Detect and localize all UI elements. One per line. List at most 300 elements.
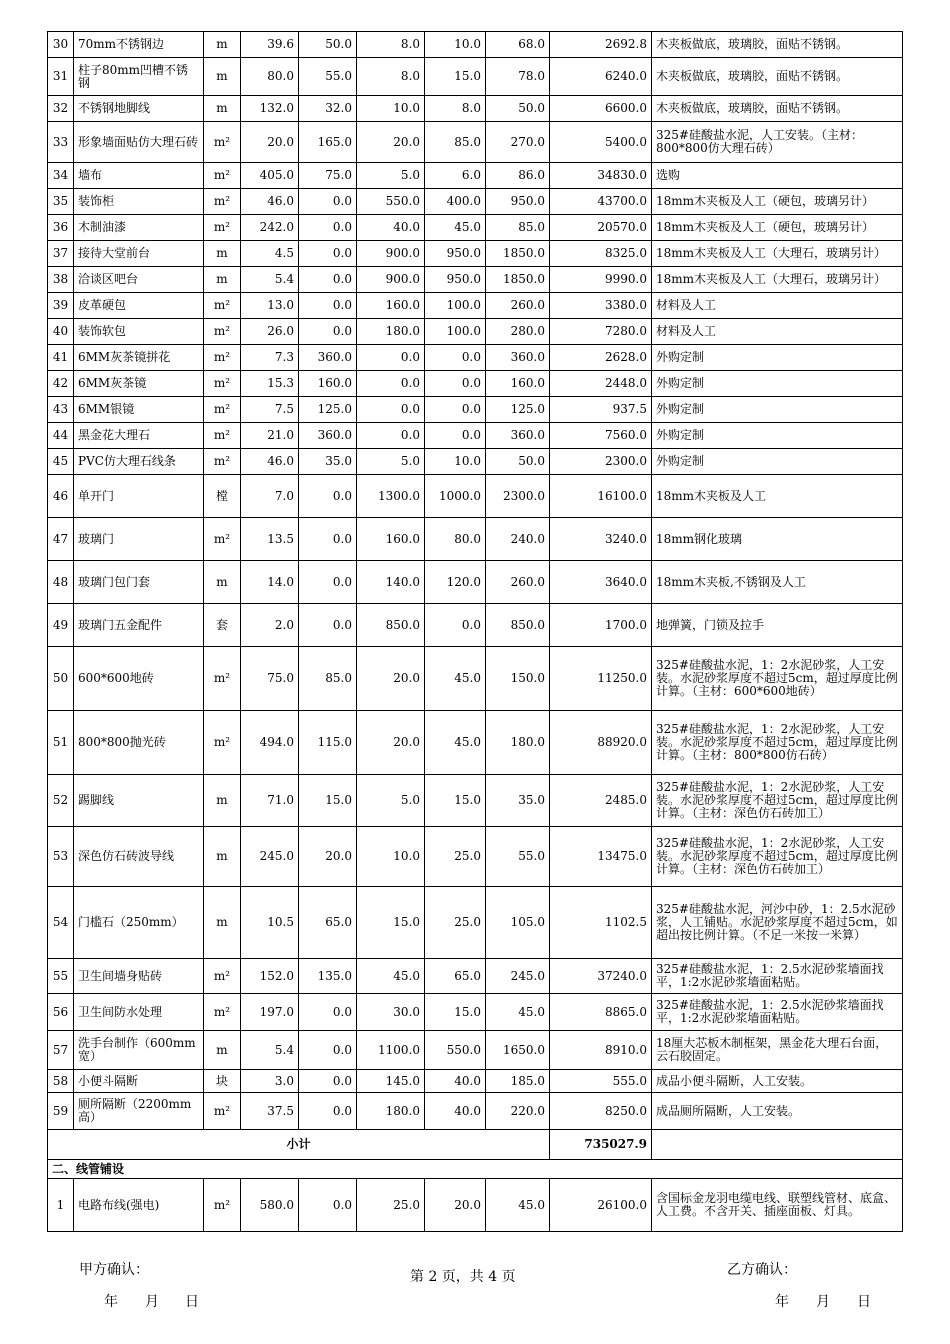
row-number-cell: 44 bbox=[48, 423, 74, 449]
labor-cost-cell: 40.0 bbox=[425, 1070, 486, 1093]
unit-cell: m² bbox=[204, 371, 241, 397]
item-name-cell: 装饰柜 bbox=[74, 189, 204, 215]
total-price-cell: 8250.0 bbox=[550, 1093, 652, 1130]
table-row bbox=[48, 775, 903, 827]
remarks-cell: 18mm木夹板及人工（硬包，玻璃另计） bbox=[652, 215, 903, 241]
remarks-cell: 18mm木夹板,不锈钢及人工 bbox=[652, 561, 903, 604]
item-name-cell: 形象墙面贴仿大理石砖 bbox=[74, 122, 204, 163]
unit-cell: m² bbox=[204, 319, 241, 345]
quantity-cell: 580.0 bbox=[241, 1179, 299, 1232]
quantity-cell: 242.0 bbox=[241, 215, 299, 241]
total-price-cell: 34830.0 bbox=[550, 163, 652, 189]
total-price-cell: 3240.0 bbox=[550, 518, 652, 561]
auxiliary-cost-cell: 20.0 bbox=[357, 711, 425, 775]
unit-cell: 樘 bbox=[204, 475, 241, 518]
material-cost-cell: 0.0 bbox=[299, 241, 357, 267]
auxiliary-cost-cell: 40.0 bbox=[357, 215, 425, 241]
quantity-cell: 7.5 bbox=[241, 397, 299, 423]
section-title: 二、线管铺设 bbox=[48, 1160, 903, 1179]
row-number-cell: 41 bbox=[48, 345, 74, 371]
total-price-cell: 7280.0 bbox=[550, 319, 652, 345]
total-price-cell: 6600.0 bbox=[550, 96, 652, 122]
table-row bbox=[48, 1070, 903, 1093]
remarks-cell: 地弹簧，门锁及拉手 bbox=[652, 604, 903, 647]
auxiliary-cost-cell: 25.0 bbox=[357, 1179, 425, 1232]
total-price-cell: 3380.0 bbox=[550, 293, 652, 319]
material-cost-cell: 0.0 bbox=[299, 267, 357, 293]
unit-price-cell: 950.0 bbox=[486, 189, 550, 215]
row-number-cell: 34 bbox=[48, 163, 74, 189]
labor-cost-cell: 550.0 bbox=[425, 1031, 486, 1070]
unit-price-cell: 850.0 bbox=[486, 604, 550, 647]
material-cost-cell: 0.0 bbox=[299, 994, 357, 1031]
row-number-cell: 58 bbox=[48, 1070, 74, 1093]
unit-cell: m bbox=[204, 887, 241, 959]
auxiliary-cost-cell: 145.0 bbox=[357, 1070, 425, 1093]
unit-price-cell: 160.0 bbox=[486, 371, 550, 397]
unit-price-cell: 35.0 bbox=[486, 775, 550, 827]
remarks-cell: 木夹板做底，玻璃胶，面贴不锈钢。 bbox=[652, 32, 903, 58]
unit-price-cell: 260.0 bbox=[486, 293, 550, 319]
item-name-cell: 装饰软包 bbox=[74, 319, 204, 345]
item-name-cell: 6MM银镜 bbox=[74, 397, 204, 423]
material-cost-cell: 115.0 bbox=[299, 711, 357, 775]
party-a-date-month: 月 bbox=[145, 1294, 159, 1310]
unit-price-cell: 260.0 bbox=[486, 561, 550, 604]
item-name-cell: 600*600地砖 bbox=[74, 647, 204, 711]
material-cost-cell: 0.0 bbox=[299, 1179, 357, 1232]
auxiliary-cost-cell: 1300.0 bbox=[357, 475, 425, 518]
unit-cell: m² bbox=[204, 423, 241, 449]
remarks-cell: 成品厕所隔断，人工安装。 bbox=[652, 1093, 903, 1130]
unit-price-cell: 1650.0 bbox=[486, 1031, 550, 1070]
unit-price-cell: 245.0 bbox=[486, 959, 550, 994]
auxiliary-cost-cell: 5.0 bbox=[357, 775, 425, 827]
labor-cost-cell: 950.0 bbox=[425, 241, 486, 267]
unit-cell: m bbox=[204, 58, 241, 96]
item-name-cell: 皮革硬包 bbox=[74, 293, 204, 319]
row-number-cell: 40 bbox=[48, 319, 74, 345]
unit-cell: m bbox=[204, 32, 241, 58]
labor-cost-cell: 0.0 bbox=[425, 604, 486, 647]
table-row bbox=[48, 1031, 903, 1070]
item-name-cell: 单开门 bbox=[74, 475, 204, 518]
party-b-date-day: 日 bbox=[857, 1294, 871, 1310]
quantity-cell: 197.0 bbox=[241, 994, 299, 1031]
auxiliary-cost-cell: 8.0 bbox=[357, 58, 425, 96]
total-price-cell: 2692.8 bbox=[550, 32, 652, 58]
party-b-date-month: 月 bbox=[816, 1294, 830, 1310]
material-cost-cell: 125.0 bbox=[299, 397, 357, 423]
unit-cell: m² bbox=[204, 994, 241, 1031]
total-price-cell: 8865.0 bbox=[550, 994, 652, 1031]
material-cost-cell: 15.0 bbox=[299, 775, 357, 827]
total-price-cell: 43700.0 bbox=[550, 189, 652, 215]
unit-price-cell: 50.0 bbox=[486, 449, 550, 475]
unit-cell: m² bbox=[204, 215, 241, 241]
total-price-cell: 1700.0 bbox=[550, 604, 652, 647]
unit-cell: m bbox=[204, 267, 241, 293]
row-number-cell: 33 bbox=[48, 122, 74, 163]
material-cost-cell: 0.0 bbox=[299, 561, 357, 604]
total-price-cell: 2300.0 bbox=[550, 449, 652, 475]
item-name-cell: 6MM灰茶镜 bbox=[74, 371, 204, 397]
remarks-cell: 18mm木夹板及人工（硬包，玻璃另计） bbox=[652, 189, 903, 215]
unit-cell: m² bbox=[204, 189, 241, 215]
remarks-cell: 材料及人工 bbox=[652, 293, 903, 319]
auxiliary-cost-cell: 20.0 bbox=[357, 122, 425, 163]
unit-price-cell: 78.0 bbox=[486, 58, 550, 96]
unit-price-cell: 86.0 bbox=[486, 163, 550, 189]
material-cost-cell: 50.0 bbox=[299, 32, 357, 58]
labor-cost-cell: 15.0 bbox=[425, 58, 486, 96]
quantity-cell: 14.0 bbox=[241, 561, 299, 604]
labor-cost-cell: 65.0 bbox=[425, 959, 486, 994]
remarks-cell: 325#硅酸盐水泥，1：2.5水泥砂浆墙面找平，1:2水泥砂浆墙面粘贴。 bbox=[652, 959, 903, 994]
table-row bbox=[48, 423, 903, 449]
section-header-row bbox=[48, 1160, 903, 1179]
remarks-cell: 18mm木夹板及人工 bbox=[652, 475, 903, 518]
auxiliary-cost-cell: 0.0 bbox=[357, 371, 425, 397]
remarks-cell: 外购定制 bbox=[652, 423, 903, 449]
labor-cost-cell: 100.0 bbox=[425, 293, 486, 319]
table-row bbox=[48, 122, 903, 163]
table-row bbox=[48, 241, 903, 267]
remarks-cell: 选购 bbox=[652, 163, 903, 189]
unit-price-cell: 240.0 bbox=[486, 518, 550, 561]
unit-price-cell: 360.0 bbox=[486, 423, 550, 449]
item-name-cell: 800*800抛光砖 bbox=[74, 711, 204, 775]
table-row bbox=[48, 1093, 903, 1130]
table-row bbox=[48, 319, 903, 345]
labor-cost-cell: 25.0 bbox=[425, 887, 486, 959]
quantity-cell: 4.5 bbox=[241, 241, 299, 267]
row-number-cell: 42 bbox=[48, 371, 74, 397]
material-cost-cell: 0.0 bbox=[299, 1031, 357, 1070]
quantity-cell: 10.5 bbox=[241, 887, 299, 959]
unit-price-cell: 360.0 bbox=[486, 345, 550, 371]
total-price-cell: 1102.5 bbox=[550, 887, 652, 959]
item-name-cell: 黑金花大理石 bbox=[74, 423, 204, 449]
auxiliary-cost-cell: 5.0 bbox=[357, 449, 425, 475]
quantity-cell: 245.0 bbox=[241, 827, 299, 887]
table-row bbox=[48, 647, 903, 711]
material-cost-cell: 32.0 bbox=[299, 96, 357, 122]
table-row bbox=[48, 345, 903, 371]
material-cost-cell: 0.0 bbox=[299, 518, 357, 561]
material-cost-cell: 20.0 bbox=[299, 827, 357, 887]
unit-cell: m bbox=[204, 827, 241, 887]
remarks-cell: 325#硅酸盐水泥，1：2水泥砂浆，人工安装。水泥砂浆厚度不超过5cm，超过厚度比例计算。（主材：600*600地砖） bbox=[652, 647, 903, 711]
item-name-cell: 不锈钢地脚线 bbox=[74, 96, 204, 122]
labor-cost-cell: 400.0 bbox=[425, 189, 486, 215]
unit-price-cell: 220.0 bbox=[486, 1093, 550, 1130]
table-row bbox=[48, 994, 903, 1031]
auxiliary-cost-cell: 30.0 bbox=[357, 994, 425, 1031]
auxiliary-cost-cell: 5.0 bbox=[357, 163, 425, 189]
row-number-cell: 31 bbox=[48, 58, 74, 96]
table-row bbox=[48, 215, 903, 241]
total-price-cell: 8325.0 bbox=[550, 241, 652, 267]
labor-cost-cell: 80.0 bbox=[425, 518, 486, 561]
table-row bbox=[48, 604, 903, 647]
item-name-cell: 小便斗隔断 bbox=[74, 1070, 204, 1093]
total-price-cell: 13475.0 bbox=[550, 827, 652, 887]
auxiliary-cost-cell: 550.0 bbox=[357, 189, 425, 215]
material-cost-cell: 55.0 bbox=[299, 58, 357, 96]
total-price-cell: 20570.0 bbox=[550, 215, 652, 241]
material-cost-cell: 0.0 bbox=[299, 215, 357, 241]
remarks-cell: 木夹板做底，玻璃胶，面贴不锈钢。 bbox=[652, 58, 903, 96]
labor-cost-cell: 0.0 bbox=[425, 371, 486, 397]
material-cost-cell: 0.0 bbox=[299, 1070, 357, 1093]
item-name-cell: 6MM灰茶镜拼花 bbox=[74, 345, 204, 371]
quantity-cell: 5.4 bbox=[241, 267, 299, 293]
labor-cost-cell: 15.0 bbox=[425, 775, 486, 827]
remarks-cell: 325#硅酸盐水泥，1：2.5水泥砂浆墙面找平，1:2水泥砂浆墙面粘贴。 bbox=[652, 994, 903, 1031]
remarks-cell: 成品小便斗隔断，人工安装。 bbox=[652, 1070, 903, 1093]
item-name-cell: 玻璃门 bbox=[74, 518, 204, 561]
remarks-cell: 18mm木夹板及人工（大理石，玻璃另计） bbox=[652, 241, 903, 267]
row-number-cell: 56 bbox=[48, 994, 74, 1031]
remarks-cell: 325#硅酸盐水泥，1：2水泥砂浆，人工安装。水泥砂浆厚度不超过5cm，超过厚度比例计算。（主材：深色仿石砖加工） bbox=[652, 827, 903, 887]
table-row bbox=[48, 1179, 903, 1232]
unit-cell: m² bbox=[204, 518, 241, 561]
item-name-cell: 洗手台制作（600mm宽） bbox=[74, 1031, 204, 1070]
auxiliary-cost-cell: 10.0 bbox=[357, 96, 425, 122]
auxiliary-cost-cell: 180.0 bbox=[357, 1093, 425, 1130]
row-number-cell: 39 bbox=[48, 293, 74, 319]
quantity-cell: 3.0 bbox=[241, 1070, 299, 1093]
row-number-cell: 32 bbox=[48, 96, 74, 122]
subtotal-value: 735027.9 bbox=[550, 1130, 652, 1160]
unit-cell: m² bbox=[204, 647, 241, 711]
unit-cell: m bbox=[204, 561, 241, 604]
total-price-cell: 937.5 bbox=[550, 397, 652, 423]
material-cost-cell: 360.0 bbox=[299, 345, 357, 371]
quantity-cell: 20.0 bbox=[241, 122, 299, 163]
remarks-cell: 外购定制 bbox=[652, 397, 903, 423]
table-row bbox=[48, 397, 903, 423]
labor-cost-cell: 25.0 bbox=[425, 827, 486, 887]
quantity-cell: 5.4 bbox=[241, 1031, 299, 1070]
item-name-cell: 玻璃门五金配件 bbox=[74, 604, 204, 647]
table-row bbox=[48, 959, 903, 994]
row-number-cell: 36 bbox=[48, 215, 74, 241]
quantity-cell: 405.0 bbox=[241, 163, 299, 189]
total-price-cell: 2448.0 bbox=[550, 371, 652, 397]
remarks-cell: 325#硅酸盐水泥，1：2水泥砂浆，人工安装。水泥砂浆厚度不超过5cm，超过厚度比例计算。（主材：800*800仿石砖） bbox=[652, 711, 903, 775]
unit-cell: m² bbox=[204, 293, 241, 319]
party-b-confirm-label: 乙方确认： bbox=[727, 1262, 797, 1278]
material-cost-cell: 0.0 bbox=[299, 604, 357, 647]
quantity-cell: 13.5 bbox=[241, 518, 299, 561]
total-price-cell: 8910.0 bbox=[550, 1031, 652, 1070]
row-number-cell: 55 bbox=[48, 959, 74, 994]
labor-cost-cell: 100.0 bbox=[425, 319, 486, 345]
remarks-cell: 18厘大芯板木制框架，黑金花大理石台面，云石胶固定。 bbox=[652, 1031, 903, 1070]
item-name-cell: 踢脚线 bbox=[74, 775, 204, 827]
party-a-confirm-label: 甲方确认： bbox=[79, 1262, 149, 1278]
remarks-cell: 外购定制 bbox=[652, 345, 903, 371]
total-price-cell: 2628.0 bbox=[550, 345, 652, 371]
quotation-table bbox=[47, 31, 903, 1232]
total-price-cell: 3640.0 bbox=[550, 561, 652, 604]
total-price-cell: 26100.0 bbox=[550, 1179, 652, 1232]
unit-price-cell: 1850.0 bbox=[486, 267, 550, 293]
table-row bbox=[48, 475, 903, 518]
item-name-cell: 柱子80mm凹槽不锈钢 bbox=[74, 58, 204, 96]
labor-cost-cell: 15.0 bbox=[425, 994, 486, 1031]
remarks-cell: 含国标金龙羽电缆电线、联塑线管材、底盒、人工费。不含开关、插座面板、灯具。 bbox=[652, 1179, 903, 1232]
table-row bbox=[48, 711, 903, 775]
labor-cost-cell: 120.0 bbox=[425, 561, 486, 604]
labor-cost-cell: 0.0 bbox=[425, 423, 486, 449]
row-number-cell: 49 bbox=[48, 604, 74, 647]
material-cost-cell: 85.0 bbox=[299, 647, 357, 711]
quantity-cell: 75.0 bbox=[241, 647, 299, 711]
auxiliary-cost-cell: 0.0 bbox=[357, 423, 425, 449]
auxiliary-cost-cell: 0.0 bbox=[357, 345, 425, 371]
material-cost-cell: 0.0 bbox=[299, 293, 357, 319]
quantity-cell: 26.0 bbox=[241, 319, 299, 345]
row-number-cell: 52 bbox=[48, 775, 74, 827]
item-name-cell: PVC仿大理石线条 bbox=[74, 449, 204, 475]
material-cost-cell: 160.0 bbox=[299, 371, 357, 397]
auxiliary-cost-cell: 850.0 bbox=[357, 604, 425, 647]
labor-cost-cell: 45.0 bbox=[425, 215, 486, 241]
unit-price-cell: 180.0 bbox=[486, 711, 550, 775]
auxiliary-cost-cell: 160.0 bbox=[357, 293, 425, 319]
unit-price-cell: 270.0 bbox=[486, 122, 550, 163]
labor-cost-cell: 45.0 bbox=[425, 711, 486, 775]
auxiliary-cost-cell: 140.0 bbox=[357, 561, 425, 604]
remarks-cell: 325#硅酸盐水泥，河沙中砂，1：2.5水泥砂浆，人工铺贴。水泥砂浆厚度不超过5cm，如超出按比例计算。（不足一米按一米算） bbox=[652, 887, 903, 959]
labor-cost-cell: 950.0 bbox=[425, 267, 486, 293]
row-number-cell: 48 bbox=[48, 561, 74, 604]
material-cost-cell: 0.0 bbox=[299, 319, 357, 345]
unit-price-cell: 185.0 bbox=[486, 1070, 550, 1093]
item-name-cell: 洽谈区吧台 bbox=[74, 267, 204, 293]
labor-cost-cell: 45.0 bbox=[425, 647, 486, 711]
auxiliary-cost-cell: 180.0 bbox=[357, 319, 425, 345]
item-name-cell: 电路布线(强电) bbox=[74, 1179, 204, 1232]
auxiliary-cost-cell: 900.0 bbox=[357, 241, 425, 267]
unit-price-cell: 68.0 bbox=[486, 32, 550, 58]
table-row bbox=[48, 371, 903, 397]
material-cost-cell: 0.0 bbox=[299, 189, 357, 215]
material-cost-cell: 0.0 bbox=[299, 1093, 357, 1130]
item-name-cell: 厕所隔断（2200mm高） bbox=[74, 1093, 204, 1130]
row-number-cell: 51 bbox=[48, 711, 74, 775]
row-number-cell: 37 bbox=[48, 241, 74, 267]
unit-cell: m² bbox=[204, 163, 241, 189]
unit-cell: m bbox=[204, 775, 241, 827]
row-number-cell: 50 bbox=[48, 647, 74, 711]
total-price-cell: 2485.0 bbox=[550, 775, 652, 827]
total-price-cell: 37240.0 bbox=[550, 959, 652, 994]
party-b-date-year: 年 bbox=[775, 1294, 789, 1310]
row-number-cell: 54 bbox=[48, 887, 74, 959]
subtotal-label: 小计 bbox=[48, 1130, 550, 1160]
table-row bbox=[48, 32, 903, 58]
auxiliary-cost-cell: 45.0 bbox=[357, 959, 425, 994]
row-number-cell: 47 bbox=[48, 518, 74, 561]
remarks-cell: 外购定制 bbox=[652, 449, 903, 475]
quantity-cell: 37.5 bbox=[241, 1093, 299, 1130]
item-name-cell: 70mm不锈钢边 bbox=[74, 32, 204, 58]
remarks-cell: 325#硅酸盐水泥，人工安装。（主材：800*800仿大理石砖） bbox=[652, 122, 903, 163]
unit-price-cell: 125.0 bbox=[486, 397, 550, 423]
table-row bbox=[48, 518, 903, 561]
labor-cost-cell: 20.0 bbox=[425, 1179, 486, 1232]
total-price-cell: 5400.0 bbox=[550, 122, 652, 163]
item-name-cell: 深色仿石砖波导线 bbox=[74, 827, 204, 887]
total-price-cell: 555.0 bbox=[550, 1070, 652, 1093]
row-number-cell: 43 bbox=[48, 397, 74, 423]
quantity-cell: 494.0 bbox=[241, 711, 299, 775]
quantity-cell: 21.0 bbox=[241, 423, 299, 449]
auxiliary-cost-cell: 160.0 bbox=[357, 518, 425, 561]
auxiliary-cost-cell: 20.0 bbox=[357, 647, 425, 711]
item-name-cell: 接待大堂前台 bbox=[74, 241, 204, 267]
subtotal-remarks-cell bbox=[652, 1130, 903, 1160]
remarks-cell: 木夹板做底，玻璃胶，面贴不锈钢。 bbox=[652, 96, 903, 122]
material-cost-cell: 0.0 bbox=[299, 475, 357, 518]
row-number-cell: 46 bbox=[48, 475, 74, 518]
auxiliary-cost-cell: 8.0 bbox=[357, 32, 425, 58]
unit-price-cell: 280.0 bbox=[486, 319, 550, 345]
row-number-cell: 53 bbox=[48, 827, 74, 887]
quantity-cell: 80.0 bbox=[241, 58, 299, 96]
total-price-cell: 11250.0 bbox=[550, 647, 652, 711]
unit-cell: 块 bbox=[204, 1070, 241, 1093]
material-cost-cell: 65.0 bbox=[299, 887, 357, 959]
unit-cell: m² bbox=[204, 449, 241, 475]
total-price-cell: 9990.0 bbox=[550, 267, 652, 293]
labor-cost-cell: 85.0 bbox=[425, 122, 486, 163]
table-row bbox=[48, 887, 903, 959]
labor-cost-cell: 6.0 bbox=[425, 163, 486, 189]
material-cost-cell: 75.0 bbox=[299, 163, 357, 189]
unit-cell: m² bbox=[204, 711, 241, 775]
item-name-cell: 卫生间防水处理 bbox=[74, 994, 204, 1031]
row-number-cell: 38 bbox=[48, 267, 74, 293]
unit-price-cell: 45.0 bbox=[486, 1179, 550, 1232]
subtotal-row bbox=[48, 1130, 903, 1160]
quantity-cell: 46.0 bbox=[241, 449, 299, 475]
auxiliary-cost-cell: 900.0 bbox=[357, 267, 425, 293]
labor-cost-cell: 8.0 bbox=[425, 96, 486, 122]
labor-cost-cell: 40.0 bbox=[425, 1093, 486, 1130]
material-cost-cell: 35.0 bbox=[299, 449, 357, 475]
labor-cost-cell: 1000.0 bbox=[425, 475, 486, 518]
quantity-cell: 7.3 bbox=[241, 345, 299, 371]
labor-cost-cell: 0.0 bbox=[425, 345, 486, 371]
table-row bbox=[48, 561, 903, 604]
table-row bbox=[48, 267, 903, 293]
unit-cell: m² bbox=[204, 1093, 241, 1130]
unit-cell: m² bbox=[204, 122, 241, 163]
unit-price-cell: 105.0 bbox=[486, 887, 550, 959]
material-cost-cell: 135.0 bbox=[299, 959, 357, 994]
table-row bbox=[48, 827, 903, 887]
unit-price-cell: 45.0 bbox=[486, 994, 550, 1031]
quantity-cell: 2.0 bbox=[241, 604, 299, 647]
auxiliary-cost-cell: 0.0 bbox=[357, 397, 425, 423]
party-a-date-day: 日 bbox=[185, 1294, 199, 1310]
remarks-cell: 325#硅酸盐水泥，1：2水泥砂浆，人工安装。水泥砂浆厚度不超过5cm，超过厚度比例计算。（主材：深色仿石砖加工） bbox=[652, 775, 903, 827]
